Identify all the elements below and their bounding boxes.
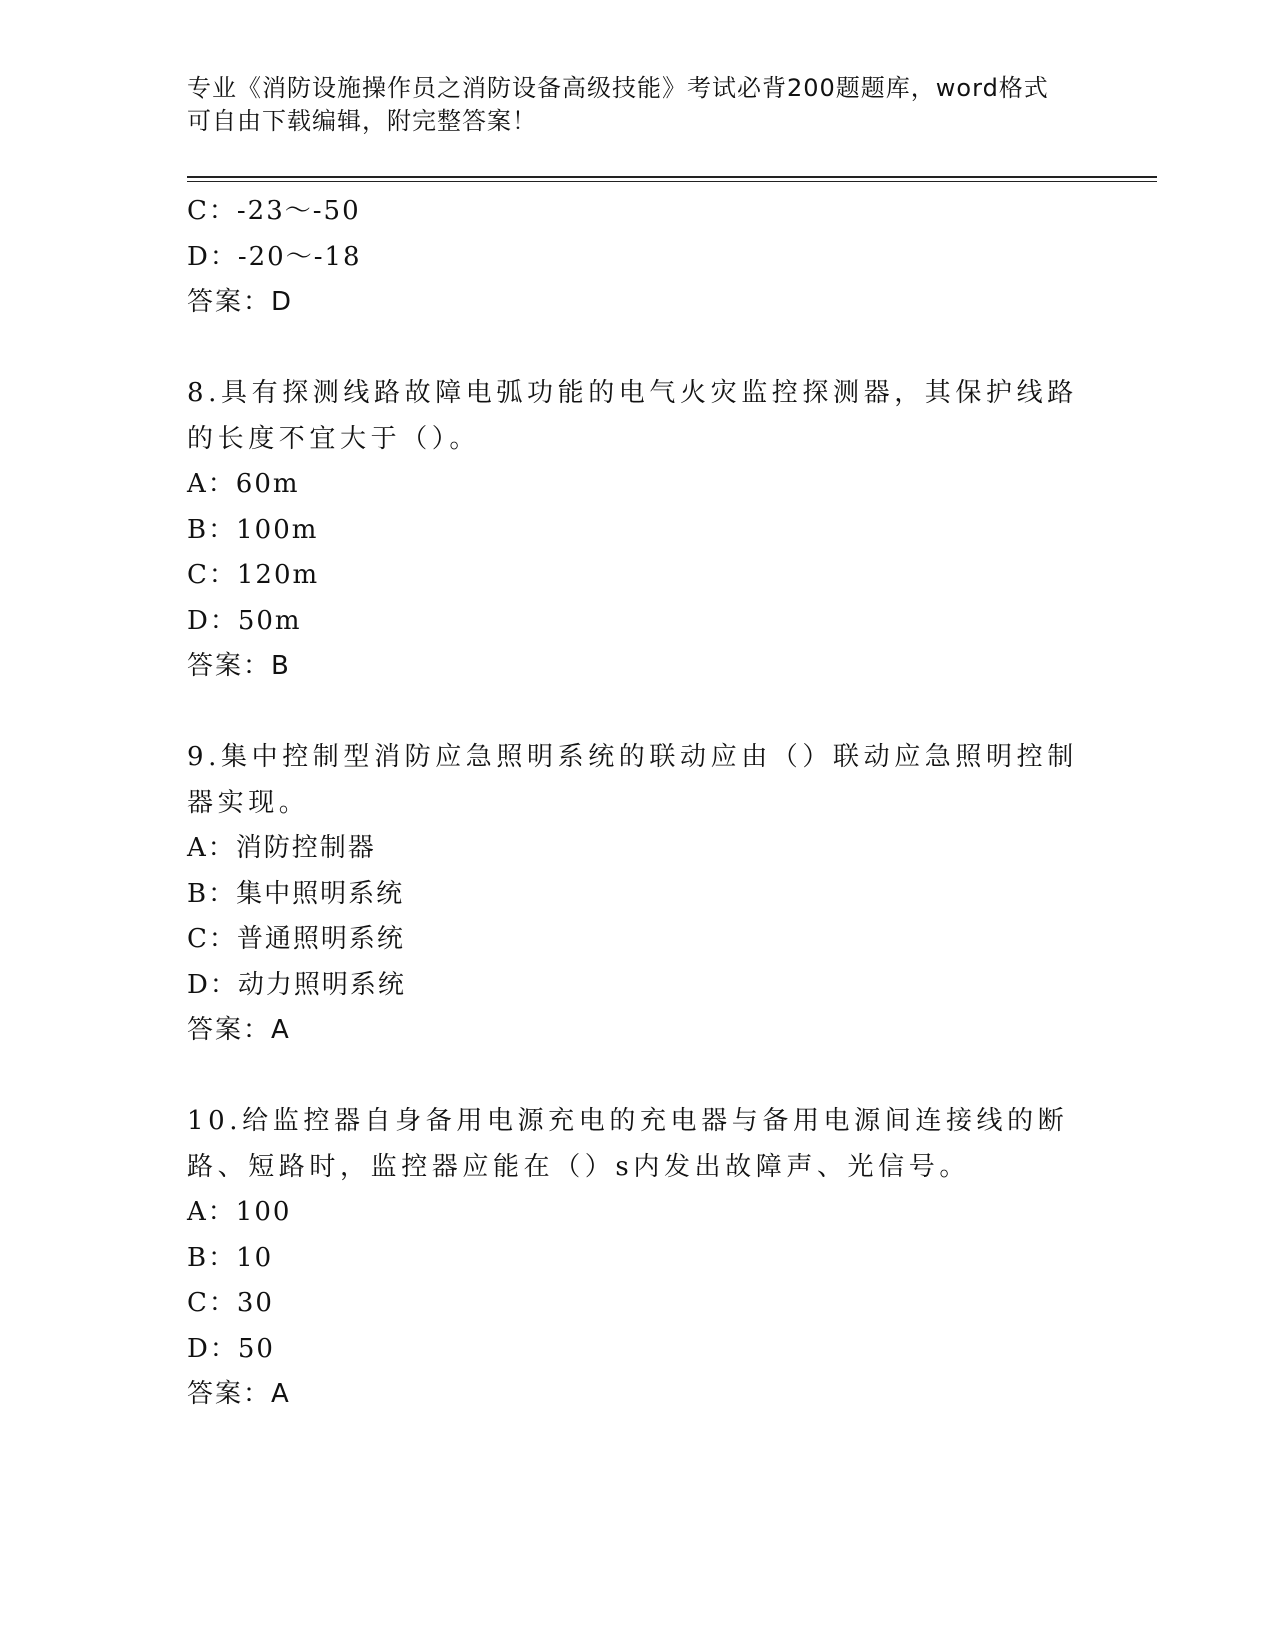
question-8 (187, 371, 1087, 690)
question-text: 9.集中控制型消防应急照明系统的联动应由（）联动应急照明控制器实现。 (187, 742, 1078, 818)
option-d: D：50m (187, 605, 302, 636)
option-b: B：10 (187, 1242, 274, 1273)
question-text: 10.给监控器自身备用电源充电的充电器与备用电源间连接线的断路、短路时，监控器应能在（）s内发出故障声、光信号。 (187, 1106, 1069, 1182)
answer-line: 答案：A (187, 1015, 291, 1045)
question-list (187, 189, 1087, 1418)
header-divider-thick (187, 176, 1157, 178)
option-a: A：60m (187, 469, 300, 499)
option-c: C：30 (187, 1288, 274, 1318)
question-9 (187, 735, 1087, 1054)
option-a: A：消防控制器 (187, 833, 376, 863)
question-10 (187, 1099, 1087, 1418)
question-text: 8.具有探测线路故障电弧功能的电气火灾监控探测器，其保护线路的长度不宜大于（）。 (187, 378, 1078, 454)
spacer (187, 690, 1087, 736)
option-c: C：-23～-50 (187, 196, 361, 226)
option-b: B：100m (187, 514, 319, 545)
option-a: A：100 (187, 1197, 292, 1227)
option-c: C：普通照明系统 (187, 924, 405, 954)
spacer (187, 1054, 1087, 1100)
answer-line: 答案：B (187, 651, 291, 681)
option-b: B：集中照明系统 (187, 878, 405, 909)
header-divider-thin (187, 181, 1157, 182)
answer-line: 答案：D (187, 287, 294, 317)
option-c: C：120m (187, 560, 320, 590)
question-continuation (187, 189, 1087, 326)
answer-line: 答案：A (187, 1379, 291, 1409)
option-d: D：动力照明系统 (187, 969, 406, 1000)
document-header: 专业《消防设施操作员之消防设备高级技能》考试必背200题题库，word格式可自由下载编辑，附完整答案！ (187, 74, 1049, 135)
spacer (187, 326, 1087, 372)
option-d: D：-20～-18 (187, 241, 362, 272)
option-d: D：50 (187, 1333, 275, 1364)
